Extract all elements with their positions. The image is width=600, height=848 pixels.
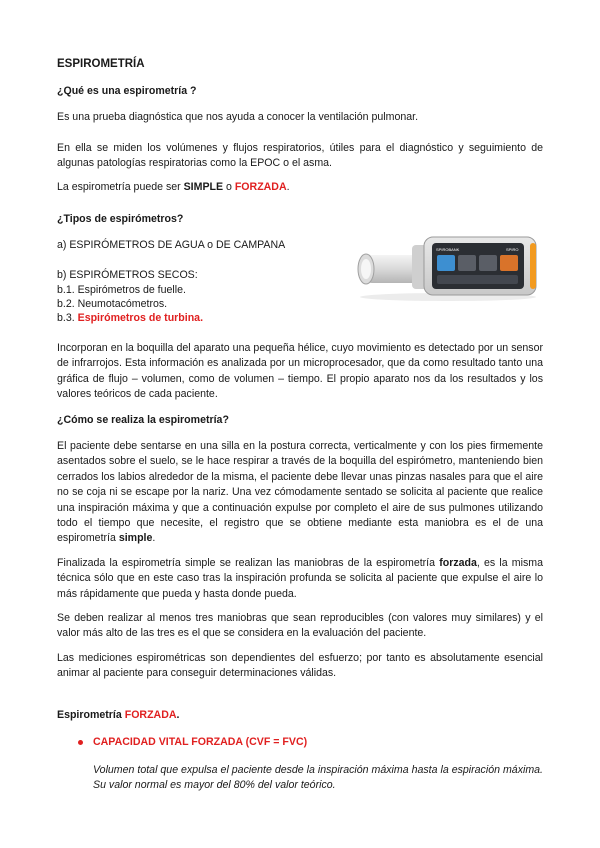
type-b3	[57, 311, 357, 326]
screen-icon-3	[479, 255, 497, 271]
heading-tipos-espirometros: ¿Tipos de espirómetros?	[57, 213, 184, 225]
h4-pre: Espirometría	[57, 709, 125, 721]
spirometer-device-image	[352, 233, 544, 301]
p6-pre: Finalizada la espirometría simple se realizan las maniobras de la espirometría	[57, 557, 440, 569]
b3-prefix: b.3.	[57, 312, 78, 324]
screen-icon-1	[437, 255, 455, 271]
paragraph-turbina: Incorporan en la boquilla del aparato una pequeña hélice, cuyo movimiento es detectado por un sensor de infrarrojos. Esta información es analizada por un microprocesador, que da como resultado tanto una gráfica de flujo – volumen, como de volumen – tiempo. El propio aparato nos da los resultados y los valores teóricos de cada paciente.	[57, 342, 543, 401]
p6-post: , es la misma técnica sólo que en este caso tras la inspiración profunda se solicita al paciente que expulse el aire lo más rápidamente que pueda y hasta donde pueda.	[57, 557, 543, 600]
screen-icon-4	[500, 255, 518, 271]
p3-end: .	[286, 181, 290, 193]
paragraph-mediciones: Las mediciones espirométricas son dependientes del esfuerzo; por tanto es absolutamente esencial animar al paciente para conseguir determinaciones válidas.	[57, 652, 543, 680]
paragraph-forzada	[57, 556, 543, 602]
p5-end: .	[152, 532, 156, 545]
screen-brand: SPIROBANK	[436, 247, 460, 252]
screen-bottom-bar	[437, 275, 518, 284]
paragraph-volumenes: En ella se miden los volúmenes y flujos respiratorios, útiles para el diagnóstico y seguimiento de algunas patologías respiratorias como la EPOC o el asma.	[57, 142, 543, 170]
h4-forzada: FORZADA	[124, 709, 177, 721]
type-b1: b.1. Espirómetros de fuelle.	[57, 284, 186, 296]
forzada-bold: forzada	[439, 557, 477, 569]
heading-que-es: ¿Qué es una espirometría ?	[57, 85, 197, 97]
p3-mid: o	[223, 181, 235, 193]
mouthpiece-inner	[361, 259, 371, 279]
p5-text: El paciente debe sentarse en una silla en la postura correcta, verticalmente y con los pies firmemente asentados sobre el suelo, se le hace respirar a través de la boquilla del espirómetro, manteniendo bien cerrados los labios alrededor de la misma, el paciente debe llevar unas pinzas nasales para que el aire no se coja ni se escape por la nariz. Una vez cómodamente sentado se solicita al paciente que realice una inspiración máxima y que a continuación expulse por completo el aire de sus pulmones utilizando todo el tiempo que necesite, el registro que se obtiene mediante esta maniobra es el de una espirometría	[57, 440, 543, 545]
heading-como-se-realiza: ¿Cómo se realiza la espirometría?	[57, 414, 229, 426]
page-title: ESPIROMETRÍA	[57, 58, 145, 70]
bullet-icon	[78, 740, 83, 745]
paragraph-maniobras: Se deben realizar al menos tres maniobras que sean reproducibles (con valores muy similares) y el valor más alto de las tres es el que se considera en la evaluación del paciente.	[57, 612, 543, 640]
device-orange-trim	[530, 243, 536, 289]
h4-end: .	[176, 709, 180, 721]
paragraph-procedimiento	[57, 439, 543, 547]
screen-icon-2	[458, 255, 476, 271]
paragraph-cvf-definicion: Volumen total que expulsa el paciente desde la inspiración máxima hasta la espiración máxima. Su valor normal es mayor del 80% del valor teórico.	[93, 764, 543, 792]
bullet-cvf: CAPACIDAD VITAL FORZADA (CVF = FVC)	[93, 736, 308, 748]
turbina-label: Espirómetros de turbina.	[77, 312, 204, 324]
type-a: a) ESPIRÓMETROS DE AGUA o DE CAMPANA	[57, 239, 286, 251]
simple-label: SIMPLE	[183, 181, 224, 193]
type-b: b) ESPIRÓMETROS SECOS:	[57, 269, 198, 281]
screen-label: SPIRO	[506, 247, 519, 252]
paragraph-definicion: Es una prueba diagnóstica que nos ayuda a conocer la ventilación pulmonar.	[57, 111, 419, 123]
forzada-label: FORZADA	[234, 181, 287, 193]
p3-text: La espirometría puede ser	[57, 181, 184, 193]
paragraph-tipos-espirometria	[57, 180, 543, 195]
type-b2: b.2. Neumotacómetros.	[57, 298, 168, 310]
heading-espirometria-forzada	[57, 708, 543, 723]
simple-bold: simple	[118, 532, 153, 545]
